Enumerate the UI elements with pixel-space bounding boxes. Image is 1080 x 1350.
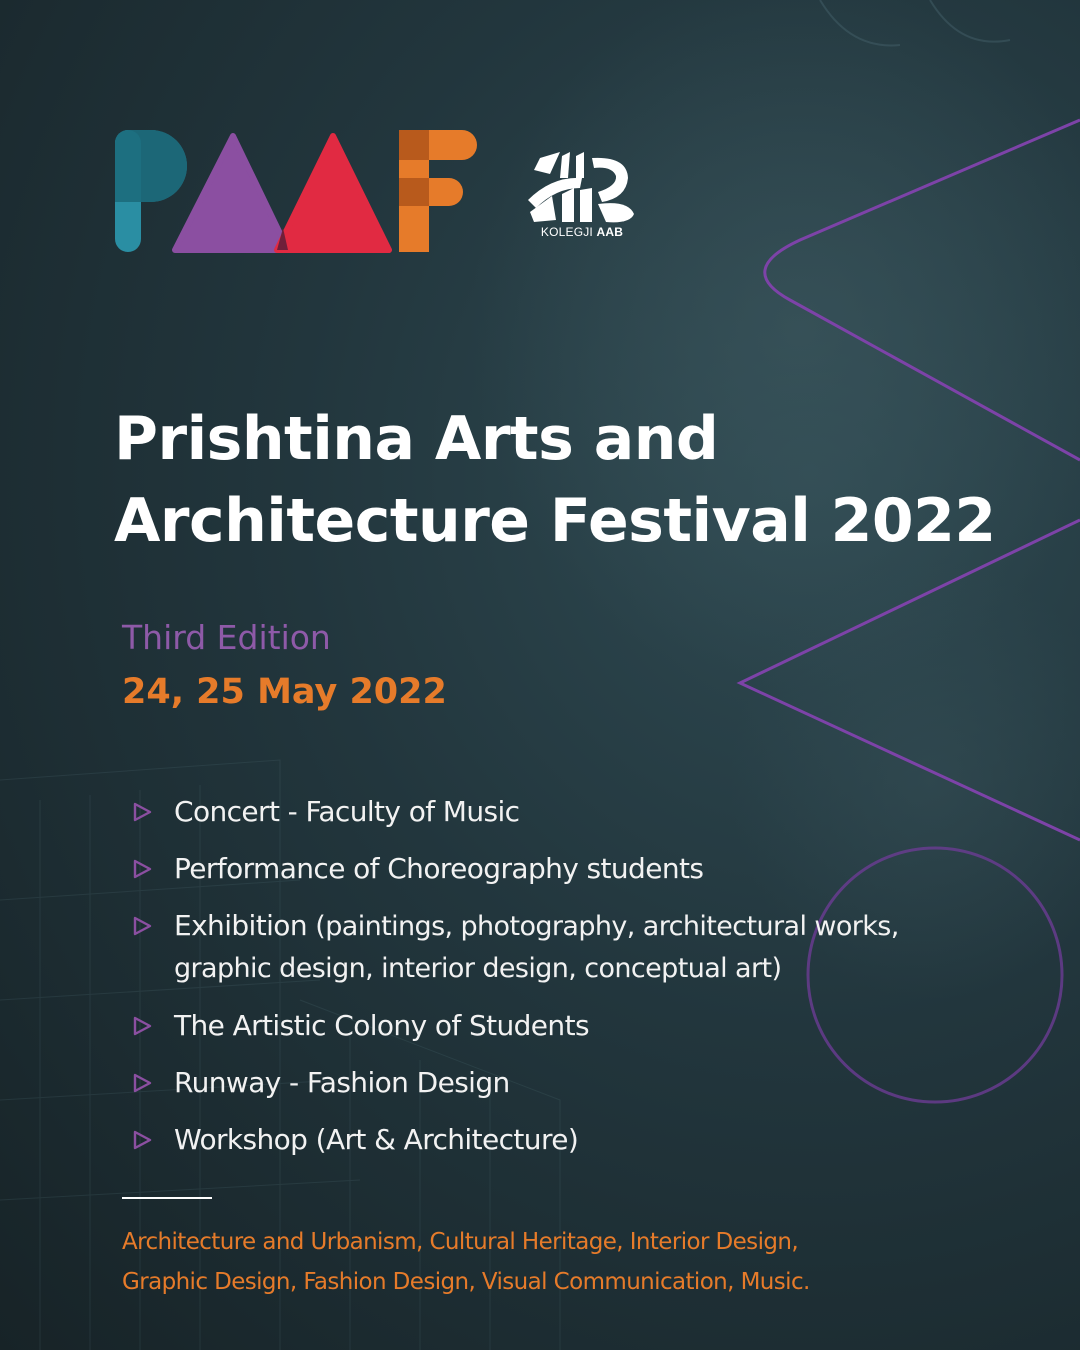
event-item-workshop bbox=[130, 1118, 950, 1162]
events-list bbox=[130, 790, 950, 1175]
play-triangle-outline-icon bbox=[130, 1014, 154, 1038]
play-triangle-outline-icon bbox=[130, 914, 154, 938]
logo-letter-a-purple bbox=[175, 136, 288, 250]
footer-line-1: Architecture and Urbanism, Cultural Heritage, Interior Design, bbox=[122, 1229, 799, 1255]
exhibition-detail: (paintings, photography, architectural works, bbox=[315, 911, 899, 942]
play-triangle-outline-icon bbox=[130, 1128, 154, 1152]
play-triangle-outline-icon bbox=[130, 800, 154, 824]
event-item-exhibition bbox=[130, 904, 950, 991]
footer-divider bbox=[122, 1197, 212, 1199]
event-label: Performance of Choreography students bbox=[174, 852, 704, 885]
exhibition-detail-line-2: graphic design, interior design, conceptual art) bbox=[174, 953, 782, 984]
event-item-runway bbox=[130, 1061, 950, 1105]
festival-date: 24, 25 May 2022 bbox=[122, 672, 447, 712]
college-name-caption bbox=[527, 225, 637, 239]
event-label: Concert - Faculty of Music bbox=[174, 795, 520, 828]
paaf-logo bbox=[113, 128, 479, 254]
exhibition-label: Exhibition bbox=[174, 909, 307, 942]
edition-label: Third Edition bbox=[122, 618, 331, 657]
logo-letter-p bbox=[115, 130, 187, 252]
college-name-suffix: AAB bbox=[596, 225, 624, 239]
title-line-1: Prishtina Arts and bbox=[114, 404, 719, 474]
event-label: Workshop (Art & Architecture) bbox=[174, 1123, 579, 1156]
event-item-choreography bbox=[130, 847, 950, 891]
event-label: The Artistic Colony of Students bbox=[174, 1009, 589, 1042]
event-label: Runway - Fashion Design bbox=[174, 1066, 510, 1099]
title-line-2: Architecture Festival 2022 bbox=[114, 486, 996, 556]
event-item-concert bbox=[130, 790, 950, 834]
college-name-prefix: KOLEGJI bbox=[540, 225, 593, 239]
festival-title bbox=[114, 398, 996, 562]
footer-line-2: Graphic Design, Fashion Design, Visual Communication, Music. bbox=[122, 1269, 810, 1295]
logo-letter-f bbox=[399, 130, 477, 252]
event-label bbox=[174, 909, 899, 942]
play-triangle-outline-icon bbox=[130, 1071, 154, 1095]
event-item-artistic-colony bbox=[130, 1004, 950, 1048]
logo-letter-a-red bbox=[277, 136, 389, 250]
disciplines-footer bbox=[122, 1222, 962, 1302]
play-triangle-outline-icon bbox=[130, 857, 154, 881]
